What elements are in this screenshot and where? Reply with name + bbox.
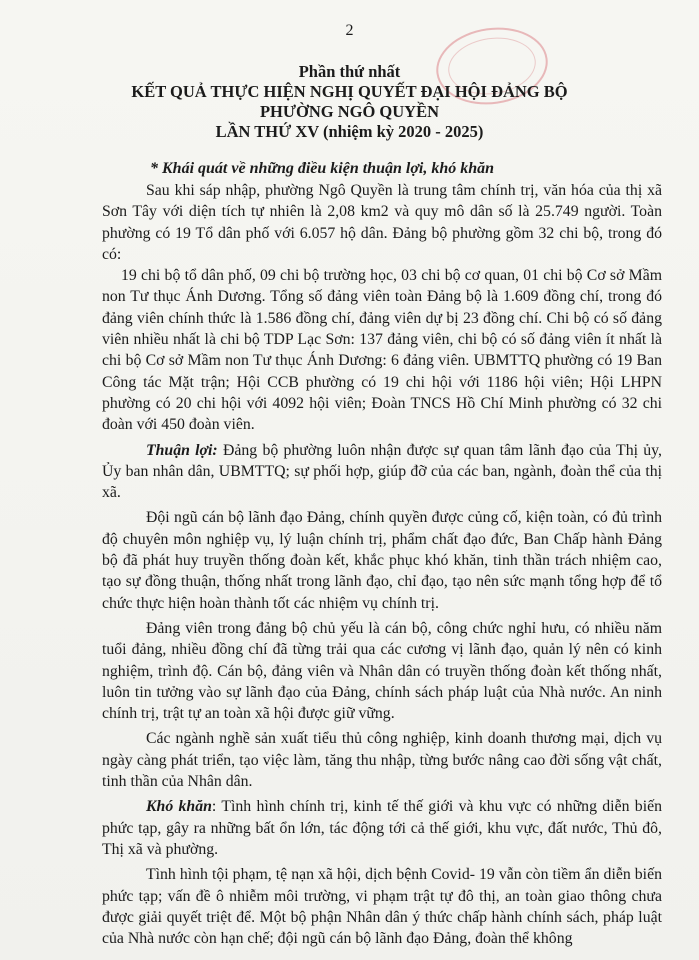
advantages-text: Đảng bộ phường luôn nhận được sự quan tâm lãnh đạo của Thị ủy, Ủy ban nhân dân, UBMTTQ; sự phối hợp, giúp đỡ của các ban, ngành, đoàn thể của thị xã. <box>102 441 662 502</box>
difficulties-text: : Tình hình chính trị, kinh tế thế giới và khu vực có những diễn biến phức tạp, gây ra những bất ổn lớn, tác động tới cả thế giới, khu vực, đất nước, Thủ đô, Thị xã và phường. <box>102 798 662 858</box>
document-title-line-3: LẦN THỨ XV (nhiệm kỳ 2020 - 2025) <box>215 122 484 141</box>
document-body <box>102 180 662 949</box>
difficulties-label: Khó khăn <box>146 798 212 816</box>
paragraph-economy: Các ngành nghề sản xuất tiểu thủ công nghiệp, kinh doanh thương mại, dịch vụ ngày càng phát triển, tạo việc làm, tăng thu nhập, từng bước nâng cao đời sống vật chất, tinh thần của Nhân dân. <box>102 730 662 791</box>
section-heading: * Khái quát về những điều kiện thuận lợi, khó khăn <box>150 160 495 177</box>
paragraph-overview: Sau khi sáp nhập, phường Ngô Quyền là trung tâm chính trị, văn hóa của thị xã Sơn Tây với diện tích tự nhiên là 2,08 km2 và quy mô dân số là 25.749 người. Toàn phường có 19 Tổ dân phố với 6.057 hộ dân. Đảng bộ phường gồm 32 chi bộ, trong đó có: <box>102 182 662 263</box>
part-heading: Phần thứ nhất <box>298 62 401 81</box>
page-number: 2 <box>345 22 354 39</box>
paragraph-difficulties <box>102 796 662 860</box>
document-title-line-2: PHƯỜNG NGÔ QUYỀN <box>259 102 440 121</box>
paragraph-cadres: Đội ngũ cán bộ lãnh đạo Đảng, chính quyền được củng cố, kiện toàn, có đủ trình độ chuyên môn nghiệp vụ, lý luận chính trị, phẩm chất đạo đức, Ban Chấp hành Đảng bộ đã phát huy truyền thống đoàn kết, khắc phục khó khăn, tinh thần trách nhiệm cao, tạo sự đồng thuận, thống nhất trong lãnh đạo, chỉ đạo, tạo nên sức mạnh tổng hợp để tổ chức thực hiện hoàn thành tốt các nhiệm vụ chính trị. <box>102 509 662 612</box>
paragraph-social-issues: Tình hình tội phạm, tệ nạn xã hội, dịch bệnh Covid- 19 vẫn còn tiềm ẩn diễn biến phức tạp; vấn đề ô nhiễm môi trường, vi phạm trật tự đô thị, an toàn giao thông chưa được giải quyết triệt để. Một bộ phận Nhân dân ý thức chấp hành chính sách, pháp luật của Nhà nước còn hạn chế; đội ngũ cán bộ lãnh đạo Đảng, đoàn thể không <box>102 866 662 948</box>
document-title-line-1: KẾT QUẢ THỰC HIỆN NGHỊ QUYẾT ĐẠI HỘI ĐẢNG BỘ <box>131 82 568 101</box>
paragraph-party-statistics: 19 chi bộ tổ dân phố, 09 chi bộ trường học, 03 chi bộ cơ quan, 01 chi bộ Cơ sở Mầm non Tư thục Ánh Dương. Tổng số đảng viên toàn Đảng bộ là 1.609 đồng chí, trong đó đảng viên chính thức là 1.586 đồng chí, đảng viên dự bị 23 đồng chí. Chi bộ có số đảng viên nhiều nhất là chi bộ TDP Lạc Sơn: 137 đảng viên, chi bộ có số đảng viên ít nhất là chi bộ Cơ sở Mầm non Tư thục Ánh Dương: 6 đảng viên. UBMTTQ phường có 19 Ban Công tác Mặt trận; Hội CCB phường có 19 chi hội với 1186 hội viên; Hội LHPN phường có 20 chi hội với 4092 hội viên; Đoàn TNCS Hồ Chí Minh phường có 32 chi đoàn với 450 đoàn viên. <box>102 267 662 434</box>
advantages-label: Thuận lợi: <box>146 441 218 459</box>
paragraph-party-members: Đảng viên trong đảng bộ chủ yếu là cán bộ, công chức nghỉ hưu, có nhiều năm tuổi đảng, nhiều đồng chí đã từng trải qua các cương vị lãnh đạo, quản lý nên có kinh nghiệm, trình độ. Cán bộ, đảng viên và Nhân dân có truyền thống đoàn kết thống nhất, luôn tin tưởng vào sự lãnh đạo của Đảng, chính sách pháp luật của Nhà nước. An ninh chính trị, trật tự an toàn xã hội được giữ vững. <box>102 619 662 723</box>
paragraph-advantages <box>102 440 662 504</box>
